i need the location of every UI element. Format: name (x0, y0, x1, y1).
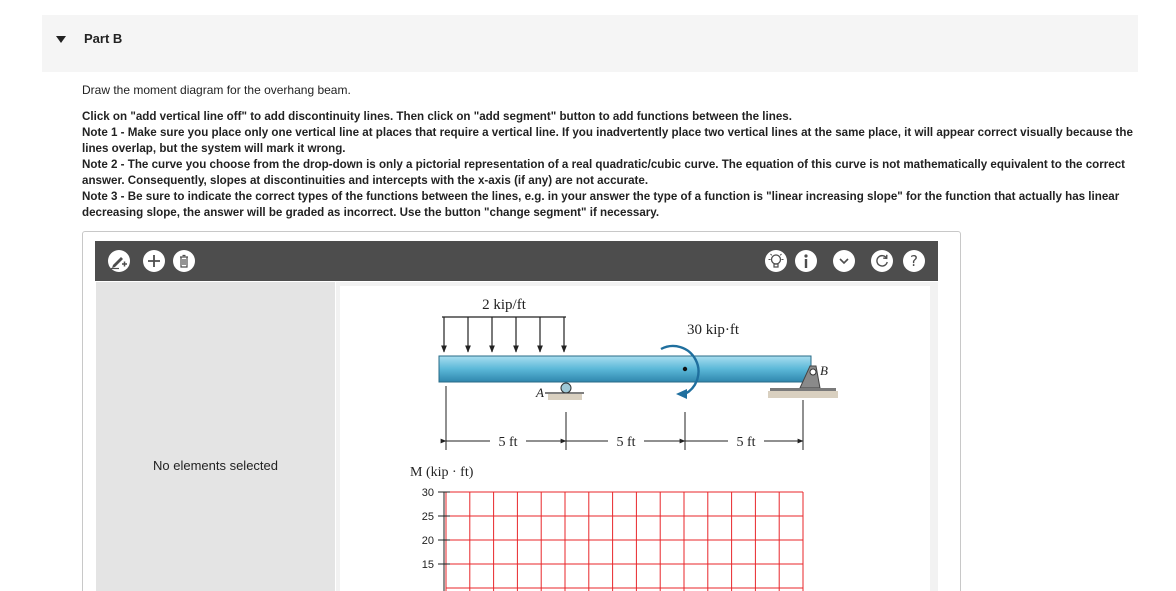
delete-button[interactable] (173, 250, 195, 272)
drawing-canvas-frame (336, 282, 938, 591)
selection-status: No elements selected (152, 458, 278, 473)
distributed-load-arrows (442, 317, 566, 352)
ground-b (768, 391, 838, 398)
lightbulb-icon (765, 250, 787, 272)
instructions (82, 109, 1142, 221)
dimension-label-2: 5 ft (616, 435, 636, 450)
pencil-plus-icon (108, 250, 130, 272)
add-segment-button[interactable] (143, 250, 165, 272)
drawing-canvas[interactable] (340, 286, 930, 591)
chevron-down-icon (833, 250, 855, 272)
moment-axis-label: M (kip · ft) (410, 465, 474, 480)
part-title: Part B (84, 31, 123, 46)
instruction-note-3: Note 3 - Be sure to indicate the correct types of the functions between the lines, e.g. in your answer the type of a function is "linear increasing slope" for the function that actually has linear decreasing slope, the answer will be graded as incorrect. Use the button "change segment" if necessary. (82, 190, 1120, 219)
moment-point (683, 367, 687, 371)
y-tick-label: 15 (421, 559, 434, 571)
instruction-note-2: Note 2 - The curve you choose from the drop-down is only a pictorial representation of a real quadratic/cubic curve. The equation of this curve is not mathematically equivalent to the correct answer. Consequently, slopes at discontinuities and intercepts with the x-axis (if any) are not accurate. (82, 158, 1126, 187)
dimension-label-1: 5 ft (498, 435, 518, 450)
hint-button[interactable] (765, 250, 787, 272)
moment-diagram-grid[interactable] (446, 492, 803, 591)
y-tick-label: 30 (421, 487, 434, 499)
beam (439, 356, 811, 382)
add-vertical-line-button[interactable] (108, 250, 130, 272)
support-a-label: A (536, 385, 544, 400)
properties-panel (96, 282, 335, 591)
roller-support-a (561, 383, 571, 393)
couple-moment-arrowhead (676, 389, 687, 399)
instruction-note-1: Note 1 - Make sure you place only one vertical line at places that require a vertical line. If you inadvertently place two vertical lines at the same place, it will appear correct visually because the lines overlap, but the system will mark it wrong. (82, 126, 1133, 155)
toolbar (95, 241, 938, 281)
dropdown-button[interactable] (833, 250, 855, 272)
instruction-line: Click on "add vertical line off" to add discontinuity lines. Then click on "add segment" button to add functions between the lines. (82, 110, 792, 123)
distributed-load-label: 2 kip/ft (482, 297, 526, 313)
trash-icon (173, 250, 195, 272)
part-header[interactable] (42, 15, 1138, 72)
info-button[interactable] (795, 250, 817, 272)
beam-figure (340, 286, 930, 591)
ground-a (548, 394, 582, 400)
support-b-label: B (820, 363, 828, 378)
info-icon (795, 250, 817, 272)
reset-button[interactable] (871, 250, 893, 272)
couple-moment-label: 30 kip·ft (686, 322, 740, 338)
help-button[interactable]: ? (903, 250, 925, 272)
plus-icon (143, 250, 165, 272)
y-tick-label: 20 (421, 535, 434, 547)
dimension-label-3: 5 ft (736, 435, 756, 450)
question-intro: Draw the moment diagram for the overhang beam. (82, 83, 351, 97)
collapse-caret-icon[interactable] (56, 36, 66, 43)
y-tick-label: 25 (421, 511, 434, 523)
reset-icon (871, 250, 893, 272)
